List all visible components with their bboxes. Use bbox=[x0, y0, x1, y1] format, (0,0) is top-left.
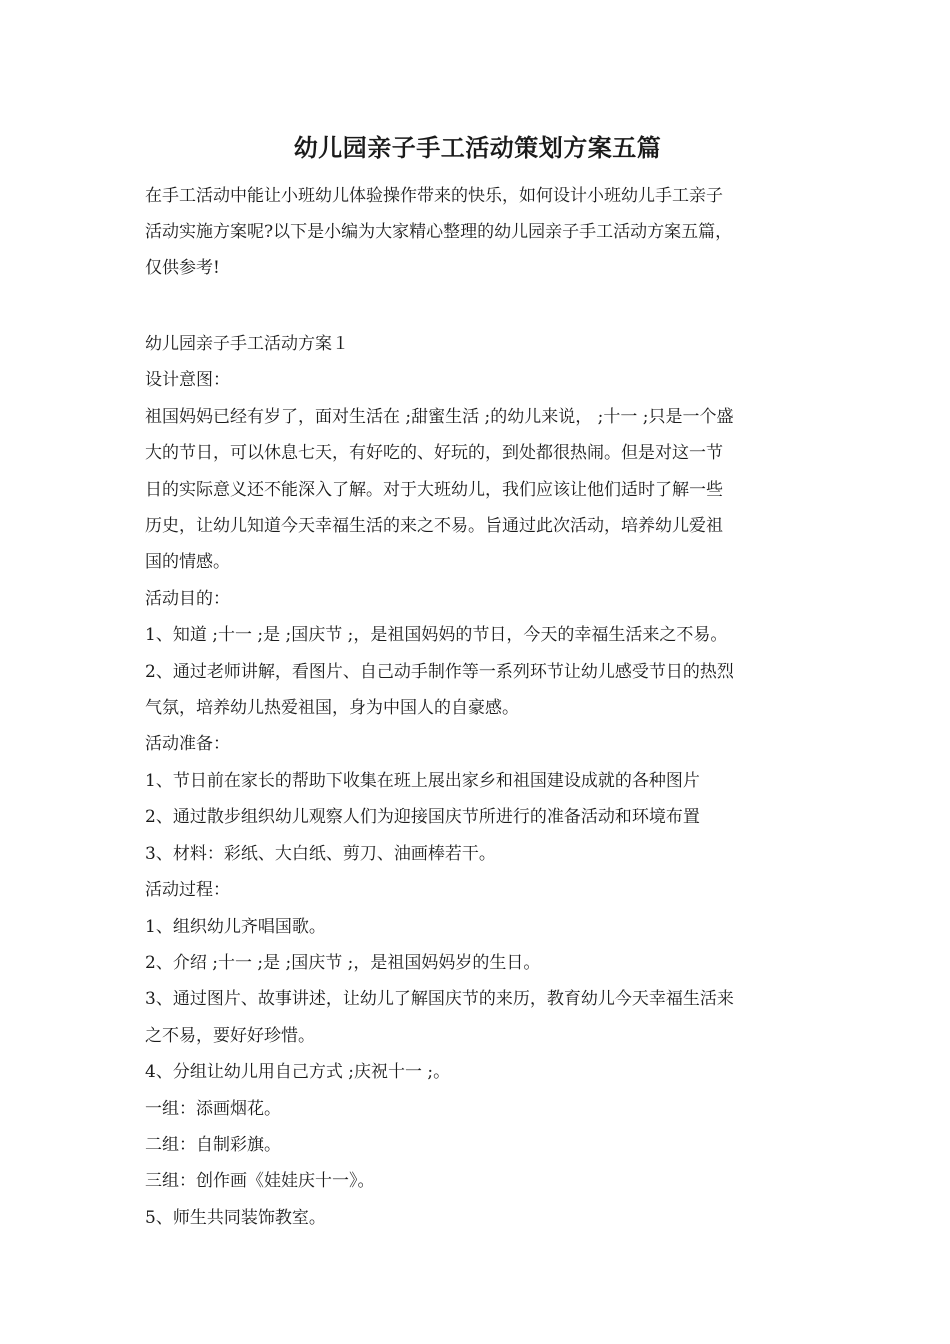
list-item: 之不易，要好好珍惜。 bbox=[145, 1025, 315, 1046]
list-item: 二组：自制彩旗。 bbox=[145, 1134, 281, 1155]
body-text-line: 祖国妈妈已经有岁了，面对生活在 ;甜蜜生活 ;的幼儿来说， ;十一 ;只是一个盛 bbox=[145, 406, 734, 427]
paragraph-spacer bbox=[145, 286, 810, 326]
list-item: 3、通过图片、故事讲述，让幼儿了解国庆节的来历，教育幼儿今天幸福生活来 bbox=[145, 989, 734, 1010]
document-title: 幼儿园亲子手工活动策划方案五篇 bbox=[293, 133, 662, 162]
list-item: 气氛，培养幼儿热爱祖国，身为中国人的自豪感。 bbox=[145, 698, 519, 719]
list-item: 1、知道 ;十一 ;是 ;国庆节 ;，是祖国妈妈的节日，今天的幸福生活来之不易。 bbox=[145, 625, 728, 646]
section-heading: 幼儿园亲子手工活动方案１ bbox=[145, 334, 349, 354]
list-item: 一组：添画烟花。 bbox=[145, 1098, 281, 1119]
subsection-heading: 设计意图： bbox=[145, 370, 230, 391]
document-page bbox=[145, 128, 810, 1236]
list-item: 2、通过老师讲解，看图片、自己动手制作等一系列环节让幼儿感受节日的热烈 bbox=[145, 661, 734, 682]
subsection-heading: 活动过程： bbox=[145, 880, 230, 901]
intro-line: 在手工活动中能让小班幼儿体验操作带来的快乐，如何设计小班幼儿手工亲子 bbox=[145, 186, 723, 206]
body-text-line: 国的情感。 bbox=[145, 552, 230, 573]
body-text-line: 日的实际意义还不能深入了解。对于大班幼儿，我们应该让他们适时了解一些 bbox=[145, 479, 723, 500]
intro-paragraph bbox=[145, 178, 810, 286]
body-text-line: 大的节日，可以休息七天，有好吃的、好玩的，到处都很热闹。但是对这一节 bbox=[145, 443, 723, 464]
list-item: 1、节日前在家长的帮助下收集在班上展出家乡和祖国建设成就的各种图片 bbox=[145, 770, 700, 791]
body-text-line: 历史，让幼儿知道今天幸福生活的来之不易。旨通过此次活动，培养幼儿爱祖 bbox=[145, 516, 723, 537]
list-item: 5、师生共同装饰教室。 bbox=[145, 1207, 326, 1228]
list-item: 2、通过散步组织幼儿观察人们为迎接国庆节所进行的准备活动和环境布置 bbox=[145, 807, 700, 828]
document-body bbox=[145, 326, 810, 1236]
list-item: 3、材料：彩纸、大白纸、剪刀、油画棒若干。 bbox=[145, 843, 496, 864]
intro-line: 活动实施方案呢?以下是小编为大家精心整理的幼儿园亲子手工活动方案五篇， bbox=[145, 222, 733, 242]
list-item: 1、组织幼儿齐唱国歌。 bbox=[145, 916, 326, 937]
list-item: 4、分组让幼儿用自己方式 ;庆祝十一 ;。 bbox=[145, 1062, 451, 1083]
list-item: 2、介绍 ;十一 ;是 ;国庆节 ;，是祖国妈妈岁的生日。 bbox=[145, 952, 541, 973]
subsection-heading: 活动目的： bbox=[145, 588, 230, 609]
intro-line: 仅供参考! bbox=[145, 258, 220, 278]
subsection-heading: 活动准备： bbox=[145, 734, 230, 755]
list-item: 三组：创作画《娃娃庆十一》。 bbox=[145, 1171, 375, 1192]
